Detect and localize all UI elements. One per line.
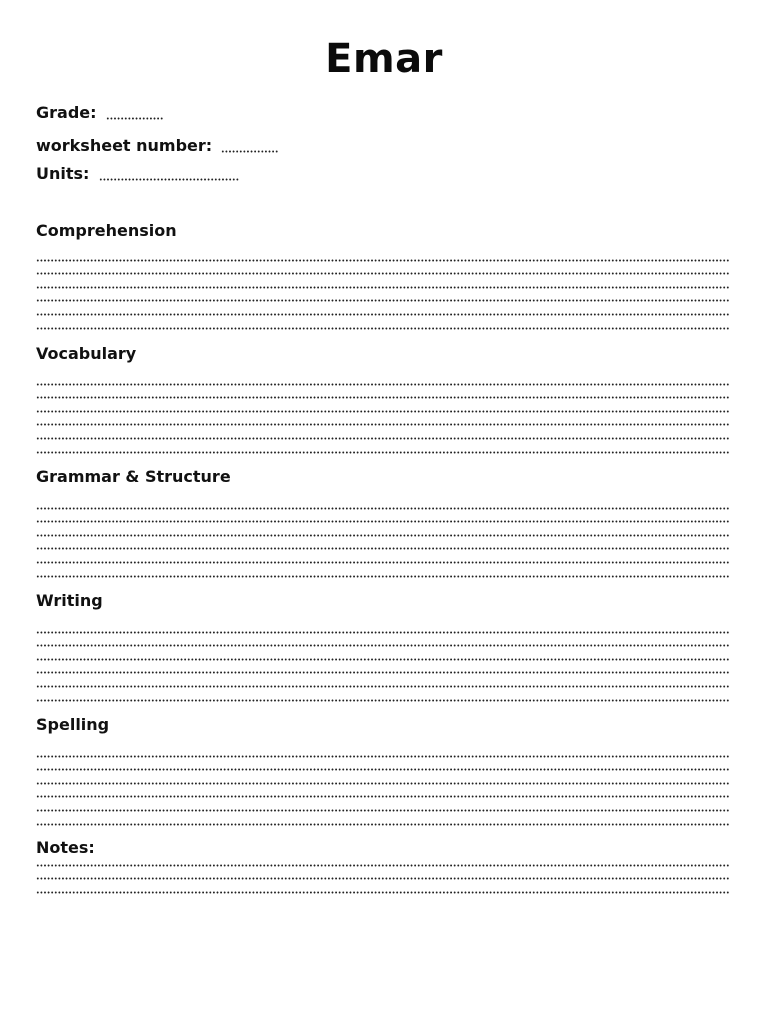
comprehension-line: [36, 313, 730, 316]
spelling-line: [36, 823, 730, 826]
notes-line: [36, 864, 730, 867]
grade-label: Grade:: [36, 103, 97, 122]
writing-line: [36, 644, 730, 647]
comprehension-line: [36, 327, 730, 330]
grammar-line: [36, 575, 730, 578]
comprehension-line: [36, 272, 730, 275]
units-label: Units:: [36, 164, 90, 183]
spelling-heading: Spelling: [36, 715, 110, 734]
grammar-line: [36, 547, 730, 550]
vocabulary-line: [36, 423, 730, 426]
notes-line: [36, 877, 730, 880]
grammar-line: [36, 507, 730, 510]
grade-blank: [106, 103, 164, 123]
vocabulary-line: [36, 437, 730, 440]
notes-heading: Notes:: [36, 838, 95, 857]
grammar-line: [36, 534, 730, 537]
grammar-line: [36, 520, 730, 523]
spelling-line: [36, 782, 730, 785]
comprehension-line: [36, 259, 730, 262]
vocabulary-line: [36, 396, 730, 399]
spelling-line: [36, 755, 730, 758]
notes-line: [36, 891, 730, 894]
spelling-line: [36, 809, 730, 812]
spelling-line: [36, 795, 730, 798]
worksheet-number-blank: [221, 136, 279, 156]
worksheet-number-field: [36, 136, 279, 156]
comprehension-heading: Comprehension: [36, 221, 177, 240]
comprehension-line: [36, 299, 730, 302]
writing-line: [36, 658, 730, 661]
worksheet-number-label: worksheet number:: [36, 136, 213, 155]
writing-line: [36, 699, 730, 702]
spelling-line: [36, 768, 730, 771]
worksheet-title: Emar: [325, 36, 443, 82]
writing-line: [36, 671, 730, 674]
writing-heading: Writing: [36, 591, 103, 610]
units-blank: [99, 164, 240, 184]
writing-line: [36, 685, 730, 688]
vocabulary-line: [36, 451, 730, 454]
comprehension-line: [36, 286, 730, 289]
grade-field: [36, 103, 164, 123]
vocabulary-line: [36, 383, 730, 386]
vocabulary-heading: Vocabulary: [36, 344, 137, 363]
grammar-heading: Grammar & Structure: [36, 467, 231, 486]
units-field: [36, 164, 240, 184]
writing-line: [36, 631, 730, 634]
grammar-line: [36, 561, 730, 564]
vocabulary-line: [36, 410, 730, 413]
